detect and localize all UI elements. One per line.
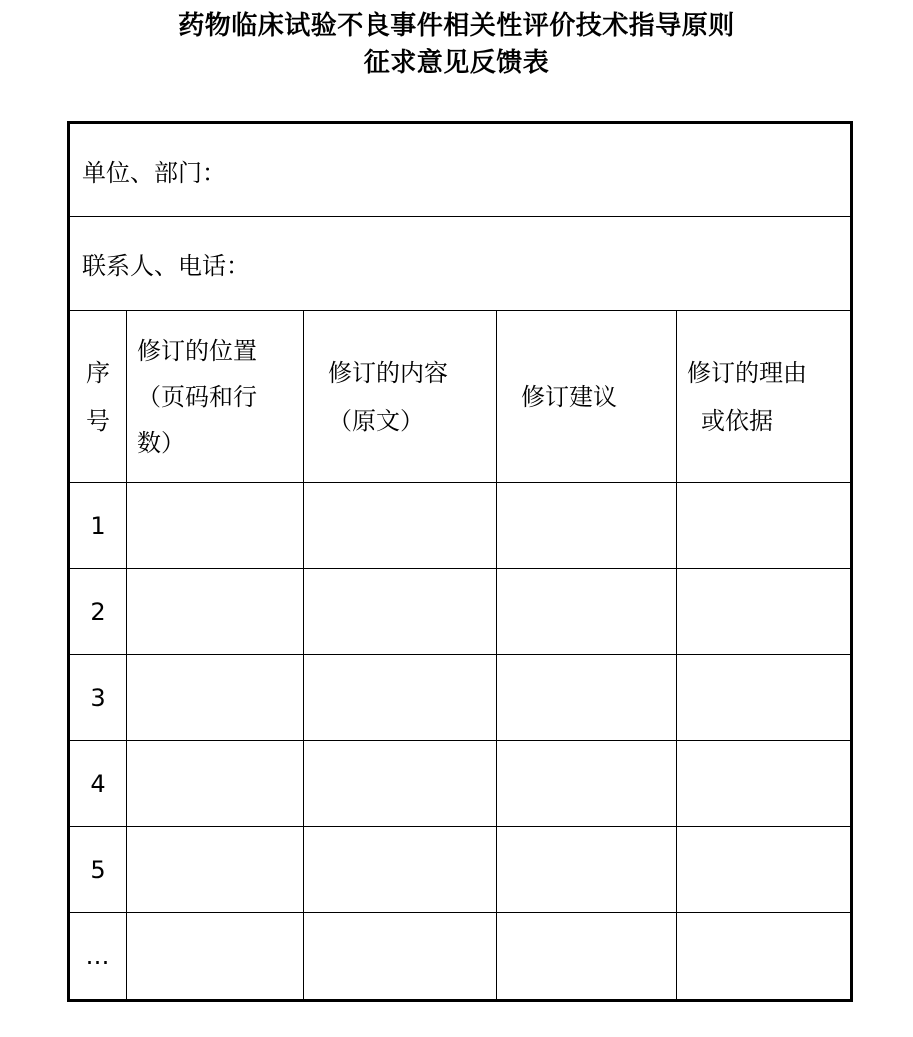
row-seq: …	[69, 913, 127, 1001]
content-cell[interactable]	[304, 827, 497, 913]
header-position-line: 数）	[137, 428, 185, 457]
feedback-table	[67, 121, 853, 1002]
unit-row	[69, 123, 852, 217]
header-content	[304, 311, 497, 483]
row-seq: 4	[69, 741, 127, 827]
content-cell[interactable]	[304, 913, 497, 1001]
contact-row	[69, 217, 852, 311]
suggestion-cell[interactable]	[497, 913, 677, 1001]
position-cell[interactable]	[127, 569, 304, 655]
position-cell[interactable]	[127, 655, 304, 741]
table-row	[69, 483, 852, 569]
suggestion-cell[interactable]	[497, 569, 677, 655]
header-position-line: 修订的位置	[137, 336, 257, 365]
header-content-line: （原文）	[328, 406, 424, 435]
position-cell[interactable]	[127, 741, 304, 827]
document-title: 药物临床试验不良事件相关性评价技术指导原则	[178, 11, 735, 41]
contact-label: 联系人、电话：	[82, 252, 250, 280]
content-cell[interactable]	[304, 483, 497, 569]
header-position-line: （页码和行	[137, 382, 257, 411]
suggestion-cell[interactable]	[497, 655, 677, 741]
position-cell[interactable]	[127, 483, 304, 569]
row-seq: 3	[69, 655, 127, 741]
unit-field[interactable]	[69, 123, 852, 217]
reason-cell[interactable]	[677, 913, 852, 1001]
content-cell[interactable]	[304, 569, 497, 655]
suggestion-cell[interactable]	[497, 741, 677, 827]
header-position	[127, 311, 304, 483]
suggestion-cell[interactable]	[497, 827, 677, 913]
header-reason	[677, 311, 852, 483]
header-content-line: 修订的内容	[328, 358, 448, 387]
table-row	[69, 913, 852, 1001]
content-cell[interactable]	[304, 741, 497, 827]
reason-cell[interactable]	[677, 569, 852, 655]
table-row	[69, 569, 852, 655]
unit-label: 单位、部门：	[82, 158, 226, 187]
reason-cell[interactable]	[677, 483, 852, 569]
reason-cell[interactable]	[677, 827, 852, 913]
document-subtitle: 征求意见反馈表	[363, 48, 550, 78]
header-suggestion-label: 修订建议	[521, 382, 617, 411]
reason-cell[interactable]	[677, 741, 852, 827]
position-cell[interactable]	[127, 827, 304, 913]
contact-field[interactable]	[69, 217, 852, 311]
suggestion-cell[interactable]	[497, 483, 677, 569]
header-reason-line: 或依据	[701, 406, 773, 435]
header-seq	[69, 311, 127, 483]
row-seq: 2	[69, 569, 127, 655]
row-seq: 1	[69, 483, 127, 569]
header-seq-line: 号	[86, 406, 110, 435]
table-row	[69, 827, 852, 913]
header-seq-line: 序	[86, 358, 110, 387]
row-seq: 5	[69, 827, 127, 913]
header-suggestion	[497, 311, 677, 483]
header-row	[69, 311, 852, 483]
table-row	[69, 741, 852, 827]
reason-cell[interactable]	[677, 655, 852, 741]
position-cell[interactable]	[127, 913, 304, 1001]
table-row	[69, 655, 852, 741]
content-cell[interactable]	[304, 655, 497, 741]
header-reason-line: 修订的理由	[687, 358, 807, 387]
